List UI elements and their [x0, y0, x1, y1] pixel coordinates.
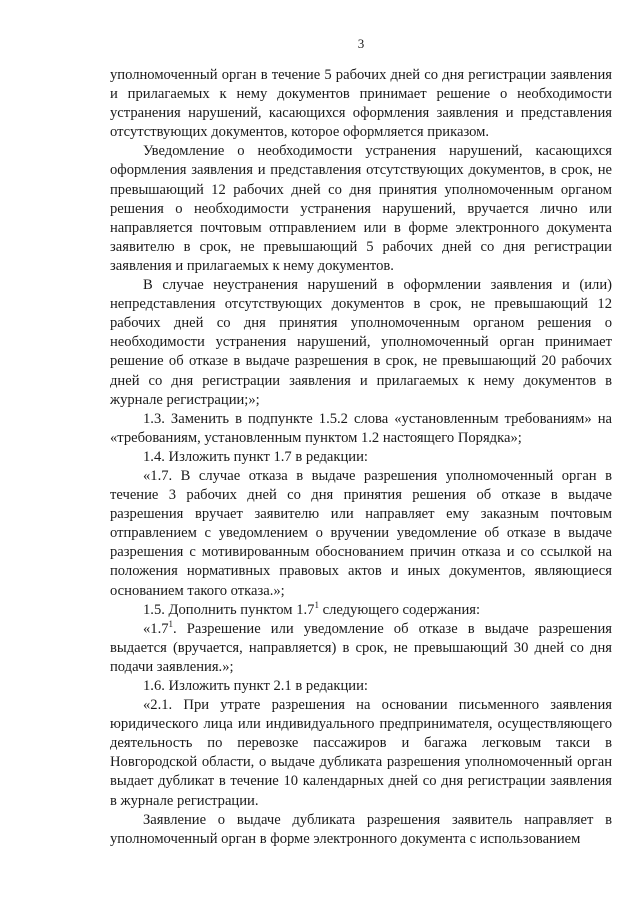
- paragraph-1-7-1-before: «1.7: [143, 620, 169, 637]
- paragraph-1-5-after: следующего содержания:: [318, 601, 481, 618]
- paragraph-1-5-before: 1.5. Дополнить пунктом 1.7: [143, 601, 315, 618]
- paragraph-1-5: [110, 601, 612, 620]
- paragraph-1-7-1-text: [110, 620, 612, 677]
- paragraph-1-7-text: «1.7. В случае отказа в выдаче разрешения уполномоченный орган в течение 3 рабочих дней со дня принятия решения об отказе в выдаче разрешения вручает заявителю или направляет ему заказным почтовым отправлением с уведомлением о вручении уведомление об отказе в выдаче разрешения с мотивированным обоснованием причин отказа и со ссылкой на положения нормативных правовых актов и иных документов, являющиеся основанием такого отказа.»;: [110, 467, 612, 599]
- paragraph-duplicate-application: Заявление о выдаче дубликата разрешения заявитель направляет в уполномоченный орган в форме электронного документа с использованием: [110, 811, 612, 847]
- paragraph-1-4: 1.4. Изложить пункт 1.7 в редакции:: [143, 448, 368, 465]
- page-number: 3: [357, 36, 365, 51]
- paragraph-1-7-1-after: . Разрешение или уведомление об отказе в выдаче разрешения выдается (вручается, направляется) в срок, не превышающий 30 дней со дня подачи заявления.»;: [110, 620, 612, 675]
- paragraph-1-3: 1.3. Заменить в подпункте 1.5.2 слова «установленным требованиям» на «требованиям, установленным пунктом 1.2 настоящего Порядка»;: [110, 410, 612, 446]
- paragraph-1: уполномоченный орган в течение 5 рабочих дней со дня регистрации заявления и прилагаемых к нему документов принимает решение о необходимости устранения нарушений, касающихся оформления заявления и представления отсутствующих документов, которое оформляется приказом.: [110, 67, 612, 141]
- paragraph-2-1-text: «2.1. При утрате разрешения на основании письменного заявления юридического лица или индивидуального предпринимателя, осуществляющего деятельность по перевозке пассажиров и багажа легковым такси в Новгородской области, о выдаче дубликата разрешения уполномоченный орган выдает дубликат в течение 10 календарных дней со дня регистрации заявления в журнале регистрации.: [110, 697, 612, 809]
- superscript-1: 1: [314, 599, 319, 610]
- paragraph-2: Уведомление о необходимости устранения нарушений, касающихся оформления заявления и представления отсутствующих документов, в срок, не превышающий 12 рабочих дней со дня принятия уполномоченным органом решения о необходимости устранения нарушений, вручается лично или направляется почтовым отправлением или в форме электронного документа заявителю в срок, не превышающий 5 рабочих дней со дня регистрации заявления и прилагаемых к нему документов.: [110, 143, 612, 274]
- superscript-1: 1: [168, 618, 174, 629]
- paragraph-1-6: 1.6. Изложить пункт 2.1 в редакции:: [143, 678, 368, 694]
- paragraph-3: В случае неустранения нарушений в оформлении заявления и (или) непредставления отсутствующих документов в срок, не превышающий 12 рабочих дней со дня принятия уполномоченным органом решения о необходимости устранения нарушений, уполномоченный орган принимает решение об отказе в выдаче разрешения в срок, не превышающий 20 рабочих дней со дня регистрации заявления и прилагаемых к нему документов в журнале регистрации;»;: [110, 277, 612, 408]
